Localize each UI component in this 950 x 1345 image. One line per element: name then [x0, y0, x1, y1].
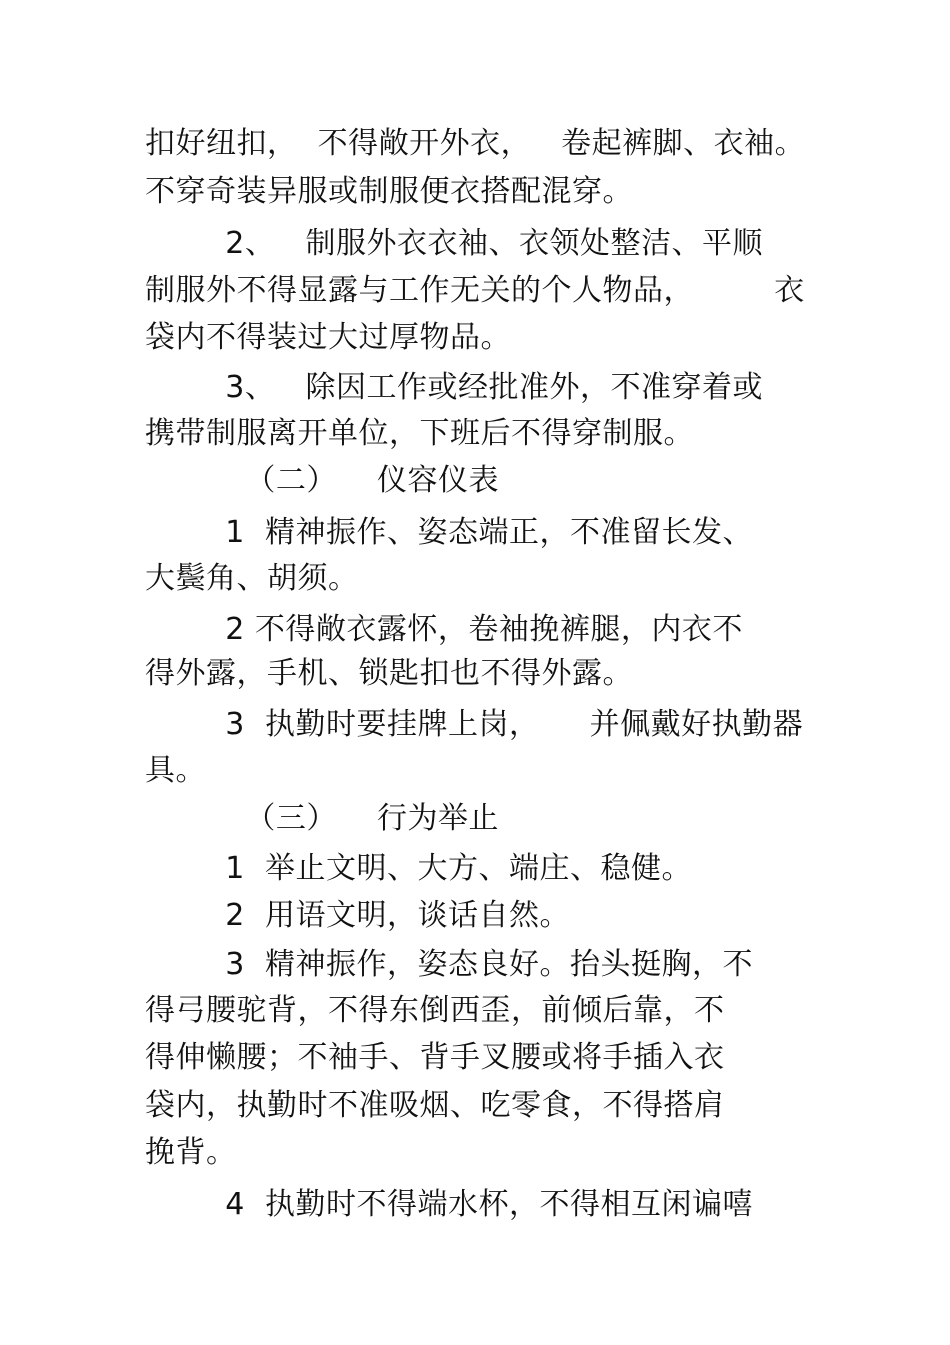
text-line-13: 3 执勤时要挂牌上岗， 并佩戴好执勤器 [145, 707, 804, 742]
text-line-9: 1 精神振作、姿态端正，不准留长发、 [145, 515, 753, 550]
text-line-4: 制服外不得显露与工作无关的个人物品， 衣 [145, 273, 805, 308]
text-line-22: 挽背。 [145, 1135, 237, 1170]
text-line-23: 4 执勤时不得端水杯，不得相互闲谝嘻 [145, 1187, 753, 1222]
section-heading-appearance: （二） 仪容仪表 [145, 463, 500, 498]
text-line-7: 携带制服离开单位，下班后不得穿制服。 [145, 416, 694, 451]
text-line-20: 得伸懒腰；不袖手、背手叉腰或将手插入衣 [145, 1040, 725, 1075]
text-line-14: 具。 [145, 753, 206, 788]
text-line-21: 袋内，执勤时不准吸烟、吃零食，不得搭肩 [145, 1088, 725, 1123]
text-line-2: 不穿奇装异服或制服便衣搭配混穿。 [145, 174, 633, 209]
text-line-18: 3 精神振作，姿态良好。抬头挺胸，不 [145, 947, 753, 982]
text-line-6: 3、 除因工作或经批准外，不准穿着或 [145, 370, 763, 405]
text-line-11: 2 不得敞衣露怀，卷袖挽裤腿，内衣不 [145, 612, 743, 647]
text-line-10: 大鬓角、胡须。 [145, 561, 359, 596]
text-line-16: 1 举止文明、大方、端庄、稳健。 [145, 851, 692, 886]
text-line-3: 2、 制服外衣衣袖、衣领处整洁、平顺 [145, 226, 763, 261]
section-heading-behavior: （三） 行为举止 [145, 801, 500, 836]
text-line-19: 得弓腰驼背，不得东倒西歪，前倾后靠，不 [145, 993, 725, 1028]
text-line-1: 扣好纽扣， 不得敞开外衣， 卷起裤脚、衣袖。 [145, 126, 806, 161]
text-line-5: 袋内不得装过大过厚物品。 [145, 320, 511, 355]
text-line-17: 2 用语文明，谈话自然。 [145, 898, 570, 933]
text-line-12: 得外露，手机、锁匙扣也不得外露。 [145, 656, 633, 691]
